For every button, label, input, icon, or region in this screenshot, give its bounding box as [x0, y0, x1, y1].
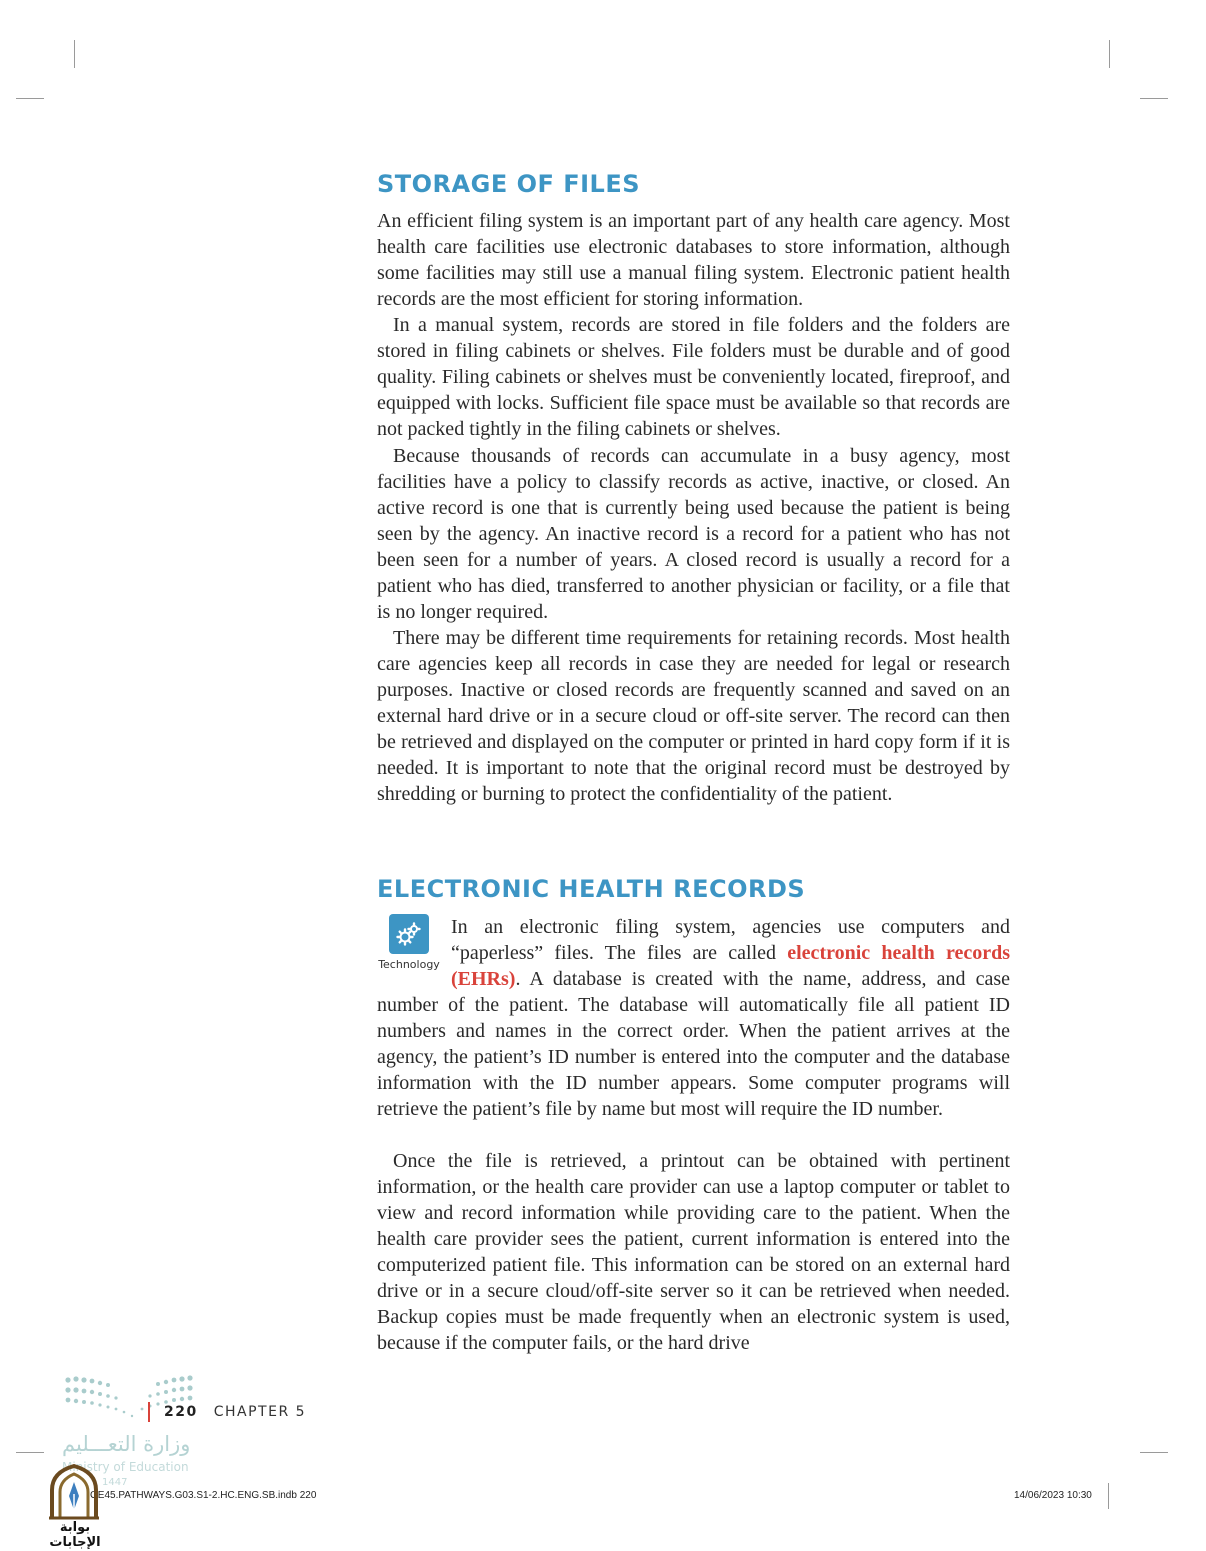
- gears-icon: [389, 914, 429, 954]
- crop-mark: [1108, 1483, 1109, 1509]
- page-number-divider: [148, 1402, 150, 1422]
- technology-badge: [375, 914, 443, 980]
- crop-mark: [74, 40, 75, 68]
- crop-mark: [1109, 40, 1110, 68]
- crop-mark: [1140, 1452, 1168, 1453]
- technology-label: Technology: [378, 958, 440, 971]
- paragraph: There may be different time requirements for retaining records. Most health care agencies keep all records in case they are needed for legal or research purposes. Inactive or closed records are frequently scanned and saved on an external hard drive or in a secure cloud or off-site server. The record can then be retrieved and displayed on the computer or printed in hard copy form if it is needed. It is important to note that the original record must be destroyed by shredding or burning to protect the confidentiality of the patient.: [377, 627, 1010, 805]
- crop-mark: [16, 98, 44, 99]
- print-slug-datetime: 14/06/2023 10:30: [1014, 1490, 1092, 1501]
- crop-mark: [16, 1452, 44, 1453]
- ministry-year: 1447: [102, 1477, 128, 1488]
- page-number: 220: [164, 1404, 198, 1420]
- chapter-label: CHAPTER 5: [213, 1404, 307, 1420]
- key-term: electronic health records (EHRs): [451, 942, 1010, 990]
- crop-mark: [1140, 98, 1168, 99]
- paragraph: Once the file is retrieved, a printout can be obtained with pertinent information, or the health care provider can use a laptop computer or tablet to view and record information while providing care to the patient. When the health care provider sees the patient, current information is entered into the computerized patient file. This information can be stored on an external hard drive or in a secure cloud/off-site server so it can be retrieved when needed. Backup copies must be made frequently when an electronic system is used, because if the computer fails, or the hard drive: [377, 1150, 1010, 1354]
- section-heading-electronic-health-records: ELECTRONIC HEALTH RECORDS: [377, 875, 806, 903]
- page-footer: [148, 1402, 306, 1422]
- ministry-name-english: Ministry of Education: [62, 1460, 189, 1474]
- watermark-text: بوابة الإجابات: [49, 1520, 101, 1550]
- paragraph-text: . A database is created with the name, address, and case number of the patient. The database will automatically file all patient ID numbers and names in the correct order. When the patient arrives at the agency, the patient’s ID number is entered into the computer and the database information with the ID number appears. Some computer programs will retrieve the patient’s file by name but most will require the ID number.: [377, 968, 1010, 1120]
- watermark-mosque-logo-icon: [46, 1464, 102, 1520]
- paragraph: An efficient filing system is an important part of any health care agency. Most health care facilities use electronic databases to store information, although some facilities may still use a manual filing system. Electronic patient health records are the most efficient for storing information.: [377, 210, 1010, 310]
- ehr-intro-paragraph: [377, 914, 1010, 1122]
- paragraph: Because thousands of records can accumulate in a busy agency, most facilities have a policy to classify records as active, inactive, or closed. An active record is one that is currently being used because the patient is being seen by the agency. An inactive record is a record for a patient who has not been seen for a number of years. A closed record is usually a record for a patient who has died, transferred to another physician or facility, or a file that is no longer required.: [377, 445, 1010, 623]
- print-slug-filename: GE45.PATHWAYS.G03.S1-2.HC.ENG.SB.indb 220: [90, 1490, 317, 1501]
- section-heading-storage-of-files: STORAGE OF FILES: [377, 170, 641, 198]
- paragraph-text: In an electronic filing system, agencies use computers and “paperless” files. The files are called: [451, 916, 1010, 964]
- paragraph: In a manual system, records are stored in file folders and the folders are stored in filing cabinets or shelves. File folders must be durable and of good quality. Filing cabinets or shelves must be conveniently located, fireproof, and equipped with locks. Sufficient file space must be available so that records are not packed tightly in the filing cabinets or shelves.: [377, 314, 1010, 440]
- ministry-name-arabic: وزارة التعـــليم: [62, 1432, 191, 1456]
